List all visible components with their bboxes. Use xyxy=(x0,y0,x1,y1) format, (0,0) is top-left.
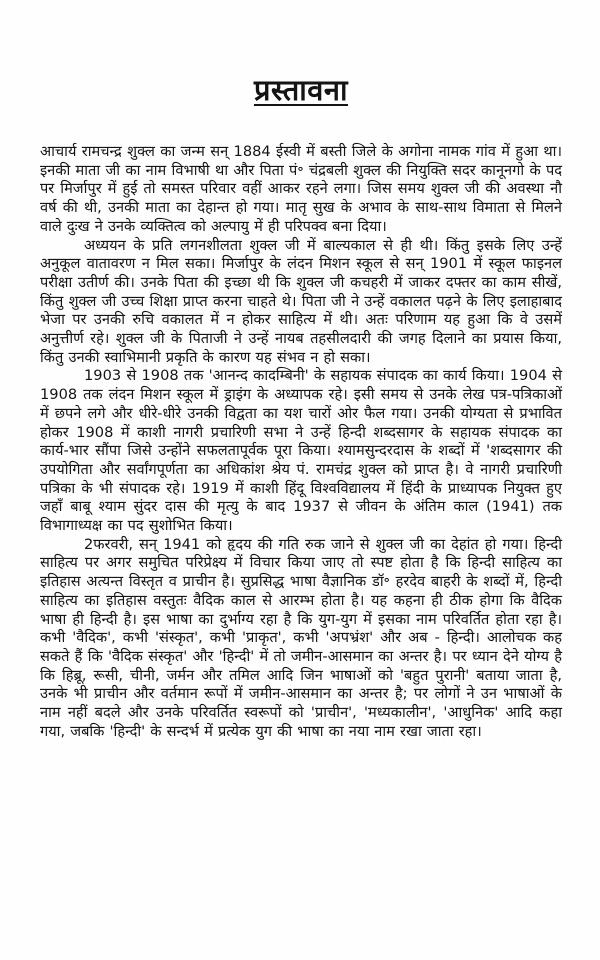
page-title xyxy=(40,70,562,109)
paragraph-legacy: 2फरवरी, सन् 1941 को हृदय की गति रुक जाने से शुक्ल जी का देहांत हो गया। हिन्दी साहित्य पर अगर समुचित परिप्रेक्ष्य में विचार किया जाए तो स्पष्ट होता है कि हिन्दी साहित्य का इतिहास अत्यन्त विस्तृत व प्राचीन है। सुप्रसिद्ध भाषा वैज्ञानिक डॉ॰ हरदेव बाहरी के शब्दों में, हिन्दी साहित्य का इतिहास वस्तुतः वैदिक काल से आरम्भ होता है। यह कहना ही ठीक होगा कि वैदिक भाषा ही हिन्दी है। इस भाषा का दुर्भाग्य रहा है कि युग-युग में इसका नाम परिवर्तित होता रहा है। कभी 'वैदिक', कभी 'संस्कृत', कभी 'प्राकृत', कभी 'अपभ्रंश' और अब - हिन्दी। आलोचक कह सकते हैं कि 'वैदिक संस्कृत' और 'हिन्दी' में तो जमीन-आसमान का अन्तर है। पर ध्यान देने योग्य है कि हिब्रू, रूसी, चीनी, जर्मन और तमिल आदि जिन भाषाओं को 'बहुत पुरानी' बताया जाता है, उनके भी प्राचीन और वर्तमान रूपों में जमीन-आसमान का अन्तर है; पर लोगों ने उन भाषाओं के नाम नहीं बदले और उनके परिवर्तित स्वरूपों को 'प्राचीन', 'मध्यकालीन', 'आधुनिक' आदि कहा गया, जबकि 'हिन्दी' के सन्दर्भ में प्रत्येक युग की भाषा का नया नाम रखा जाता रहा। xyxy=(40,535,562,740)
document-body xyxy=(40,143,562,742)
page-title-text: प्रस्तावना xyxy=(253,73,349,107)
paragraph-career: 1903 से 1908 तक 'आनन्द कादम्बिनी' के सहायक संपादक का कार्य किया। 1904 से 1908 तक लंदन मिशन स्कूल में ड्राइंग के अध्यापक रहे। इसी समय से उनके लेख पत्र-पत्रिकाओं में छपने लगे और धीरे-धीरे उनकी विद्वता का यश चारों ओर फैल गया। उनकी योग्यता से प्रभावित होकर 1908 में काशी नागरी प्रचारिणी सभा ने उन्हें हिन्दी शब्दसागर के सहायक संपादक का कार्य-भार सौंपा जिसे उन्होंने सफलतापूर्वक पूरा किया। श्यामसुन्दरदास के शब्दों में 'शब्दसागर की उपयोगिता और सर्वांगपूर्णता का अधिकांश श्रेय पं. रामचंद्र शुक्ल को प्राप्त है। वे नागरी प्रचारिणी पत्रिका के भी संपादक रहे। 1919 में काशी हिंदू विश्वविद्यालय में हिंदी के प्राध्यापक नियुक्त हुए जहाँ बाबू श्याम सुंदर दास की मृत्यु के बाद 1937 से जीवन के अंतिम काल (1941) तक विभागाध्यक्ष का पद सुशोभित किया। xyxy=(40,367,562,535)
paragraph-intro: आचार्य रामचन्द्र शुक्ल का जन्म सन् 1884 ईस्वी में बस्ती जिले के अगोना नामक गांव में हुआ था। इनकी माता जी का नाम विभाषी था और पिता पं॰ चंद्रबली शुक्ल की नियुक्ति सदर कानूनगो के पद पर मिर्जापुर में हुई तो समस्त परिवार वहीं आकर रहने लगा। जिस समय शुक्ल जी की अवस्था नौ वर्ष की थी, उनकी माता का देहान्त हो गया। मातृ सुख के अभाव के साथ-साथ विमाता से मिलने वाले दुःख ने उनके व्यक्तित्व को अल्पायु में ही परिपक्व बना दिया। xyxy=(40,143,562,235)
paragraph-education: अध्ययन के प्रति लगनशीलता शुक्ल जी में बाल्यकाल से ही थी। किंतु इसके लिए उन्हें अनुकूल वातावरण न मिल सका। मिर्जापुर के लंदन मिशन स्कूल से सन् 1901 में स्कूल फाइनल परीक्षा उतीर्ण की। उनके पिता की इच्छा थी कि शुक्ल जी कचहरी में जाकर दफ्तर का काम सीखें, किंतु शुक्ल जी उच्च शिक्षा प्राप्त करना चाहते थे। पिता जी ने उन्हें वकालत पढ़ने के लिए इलाहाबाद भेजा पर उनकी रुचि वकालत में न होकर साहित्य में थी। अतः परिणाम यह हुआ कि वे उसमें अनुत्तीर्ण रहे। शुक्ल जी के पिताजी ने उन्हें नायब तहसीलदारी की जगह दिलाने का प्रयास किया, किंतु उनकी स्वाभिमानी प्रकृति के कारण यह संभव न हो सका। xyxy=(40,236,562,366)
